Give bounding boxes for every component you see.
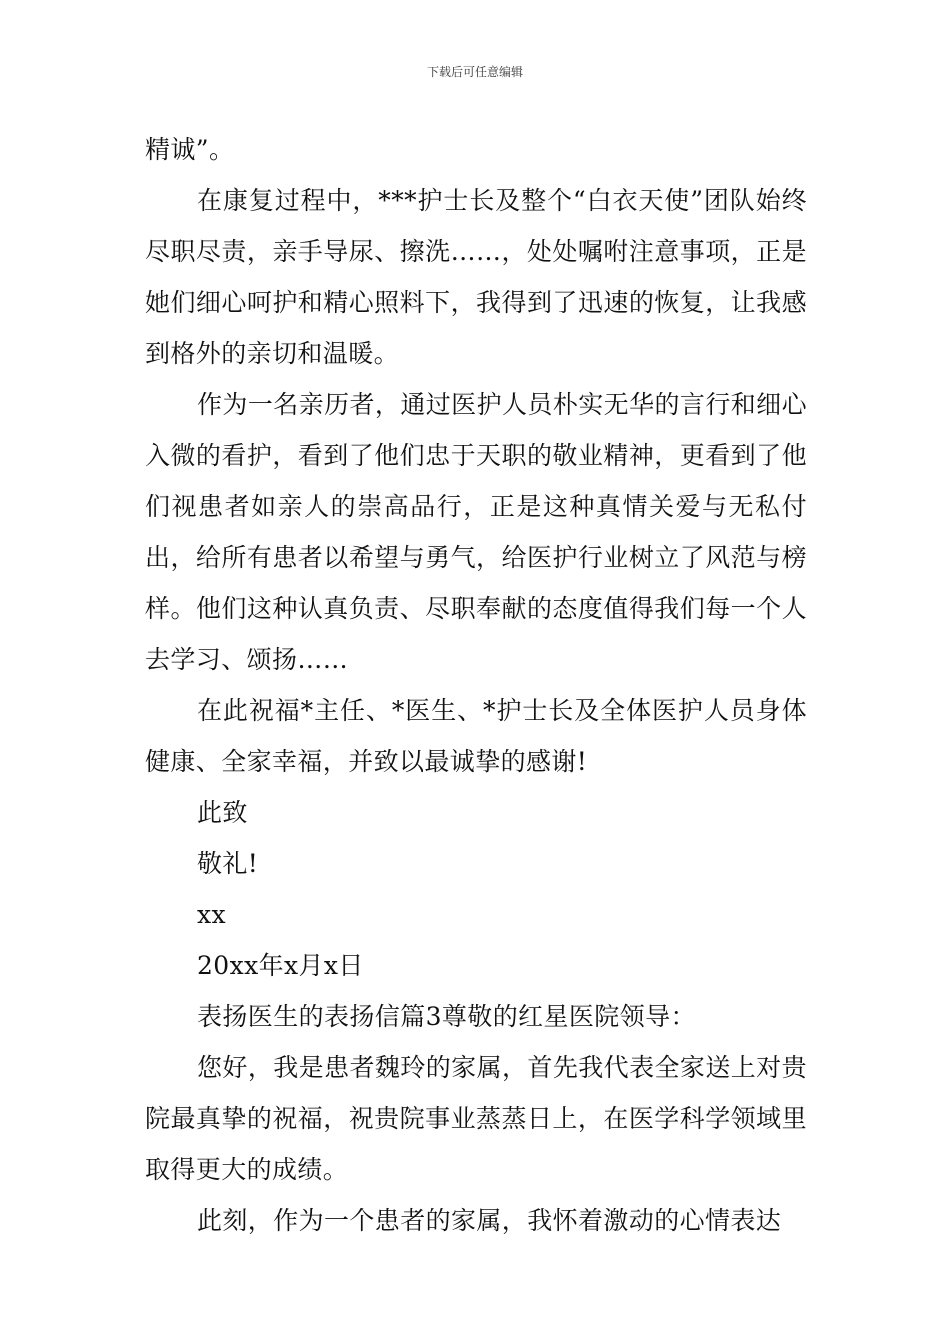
letter-date: 20xx年x月x日: [197, 951, 364, 980]
next-letter-paragraph-greeting: 您好，我是患者魏玲的家属，首先我代表全家送上对贵院最真挚的祝福，祝贵院事业蒸蒸日上，在医学科学领域里取得更大的成绩。: [145, 1053, 807, 1184]
next-letter-paragraph-intro: 此刻，作为一个患者的家属，我怀着激动的心情表达: [197, 1206, 782, 1235]
paragraph-recovery: 在康复过程中，***护士长及整个“白衣天使”团队始终尽职尽责，亲手导尿、擦洗……，处处嘱咐注意事项，正是她们细心呵护和精心照料下，我得到了迅速的恢复，让我感到格外的亲切和温暖。: [145, 186, 807, 368]
signature: xx: [197, 900, 226, 929]
paragraph-blessing: 在此祝福*主任、*医生、*护士长及全体医护人员身体健康、全家幸福，并致以最诚挚的感谢!: [145, 696, 807, 776]
closing-salutation: 此致: [197, 798, 248, 827]
closing-regards: 敬礼!: [197, 849, 259, 878]
letter-body: [145, 124, 807, 1246]
next-letter-title: 表扬医生的表扬信篇3尊敬的红星医院领导：: [197, 1002, 696, 1031]
page-header-note: 下载后可任意编辑: [426, 65, 523, 79]
paragraph-witness: 作为一名亲历者，通过医护人员朴实无华的言行和细心入微的看护，看到了他们忠于天职的敬业精神，更看到了他们视患者如亲人的崇高品行，正是这种真情关爱与无私付出，给所有患者以希望与勇气，给医护行业树立了风范与榜样。他们这种认真负责、尽职奉献的态度值得我们每一个人去学习、颂扬……: [145, 390, 807, 674]
paragraph-continuation: 精诚”。: [145, 135, 235, 164]
